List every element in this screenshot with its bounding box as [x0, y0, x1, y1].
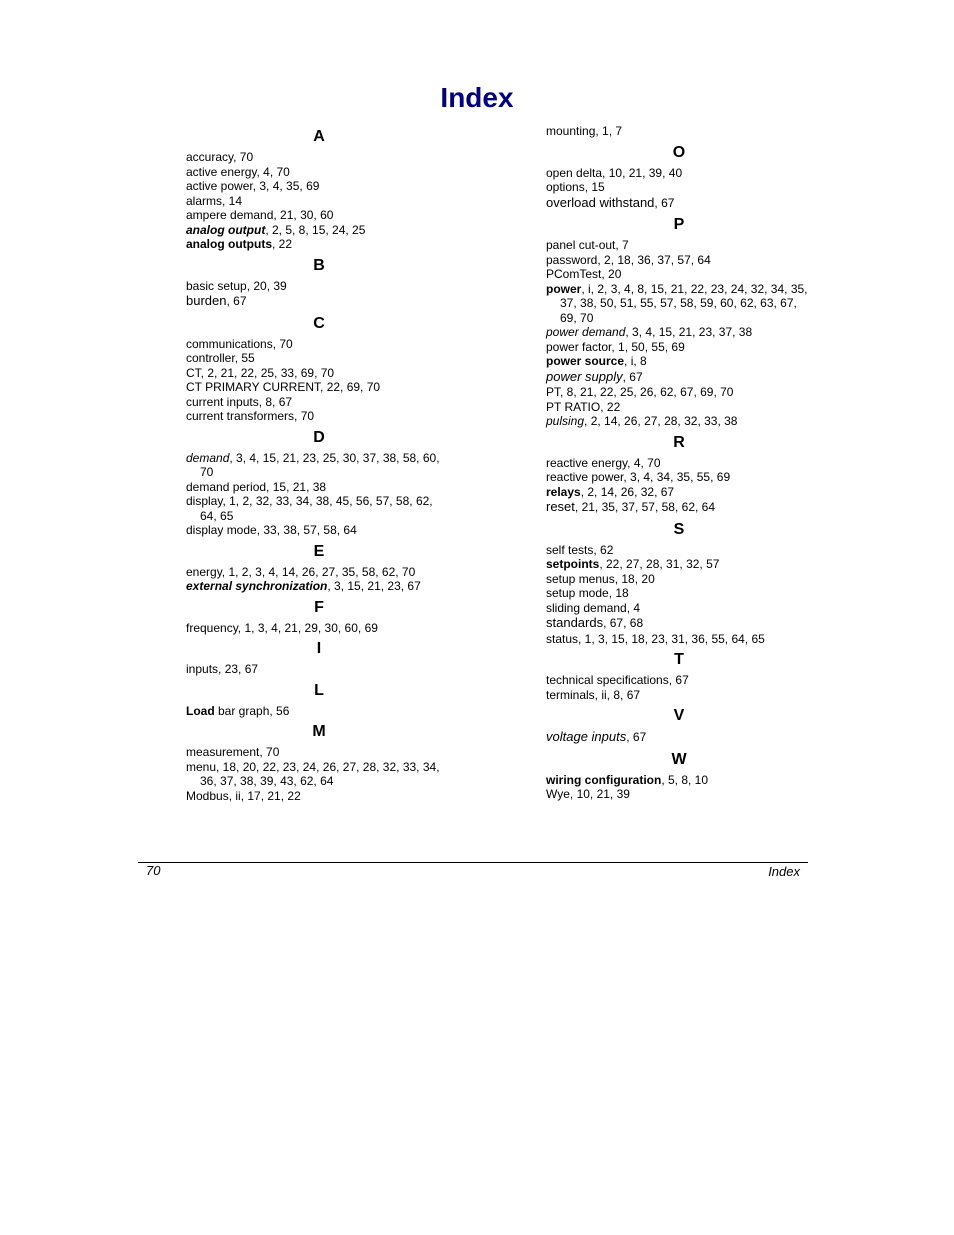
index-term: self tests, 62: [546, 542, 614, 557]
index-term: power source: [546, 354, 625, 368]
index-entry-analog-outputs: [186, 237, 452, 252]
index-letter-heading: D: [313, 428, 325, 446]
index-term: relays: [546, 484, 581, 499]
index-term: current transformers, 70: [186, 409, 315, 423]
index-pages: , 67, 68: [603, 616, 644, 630]
index-entry-technical-specifications-67: [546, 673, 812, 688]
index-entry-current-transformers-70: [186, 409, 452, 424]
index-entry-current-inputs-8-67: [186, 395, 452, 410]
index-entry-external-synchronization: [186, 579, 452, 594]
index-letter-heading: B: [313, 256, 325, 274]
index-term: mounting, 1, 7: [546, 124, 623, 138]
index-pages: , 3, 15, 21, 23, 67: [327, 579, 421, 593]
index-entry-power: [546, 282, 812, 326]
index-term: controller, 55: [186, 351, 255, 365]
index-entry-power-factor-1-50-55-69: [546, 340, 812, 355]
index-term: password, 2, 18, 36, 37, 57, 64: [546, 252, 711, 267]
index-pages: , 2, 14, 26, 27, 28, 32, 33, 38: [584, 414, 738, 428]
index-term: wiring configuration: [546, 772, 662, 787]
index-entry-active-power-3-4-35-69: [186, 179, 452, 194]
index-entry-demand: [186, 451, 452, 480]
index-letter-heading: S: [673, 520, 685, 538]
index-letter-heading: W: [671, 750, 687, 768]
index-term: inputs, 23, 67: [186, 662, 259, 676]
index-entry-demand-period-15-21-38: [186, 480, 452, 495]
index-entry-panel-cut-out-7: [546, 238, 812, 253]
index-entry-load: [186, 704, 452, 719]
index-pages: , 67: [226, 294, 247, 308]
index-pages: , 22: [272, 237, 293, 251]
index-pages: , i, 8: [624, 354, 647, 368]
index-pages: , 2, 14, 26, 32, 67: [580, 484, 675, 499]
index-entry-options-15: [546, 180, 812, 195]
index-entry-analog-output: [186, 223, 452, 238]
index-term: demand period, 15, 21, 38: [186, 479, 327, 494]
index-entry-alarms-14: [186, 194, 452, 209]
index-term: analog outputs: [186, 237, 272, 251]
index-term: technical specifications, 67: [546, 673, 689, 687]
index-term: open delta, 10, 21, 39, 40: [546, 165, 683, 180]
index-pages: , 67: [622, 369, 643, 384]
index-term: alarms, 14: [186, 193, 243, 208]
index-pages: , 67: [626, 730, 647, 744]
index-entry-wye-10-21-39: [546, 787, 812, 802]
index-term: panel cut-out, 7: [546, 238, 629, 252]
index-column-right: [546, 124, 812, 802]
index-term: Wye, 10, 21, 39: [546, 787, 630, 801]
index-term: PComTest, 20: [546, 267, 622, 281]
index-term: voltage inputs: [546, 729, 627, 744]
index-entry-power-source: [546, 354, 812, 369]
index-letter-heading: P: [673, 216, 685, 233]
index-term: CT, 2, 21, 22, 25, 33, 69, 70: [186, 365, 335, 380]
index-entry-energy-1-2-3-4-14-26-27-35-58-62-70: [186, 565, 452, 580]
index-term: status, 1, 3, 15, 18, 23, 31, 36, 55, 64, 65: [546, 631, 765, 646]
index-letter-heading: F: [314, 598, 324, 616]
index-term: energy, 1, 2, 3, 4, 14, 26, 27, 35, 58, 62, 70: [186, 564, 416, 579]
index-term: analog output: [186, 222, 266, 237]
index-entry-pulsing: [546, 414, 812, 429]
index-term: external synchronization: [186, 579, 328, 593]
index-entry-standards: [546, 615, 812, 632]
index-entry-voltage-inputs: [546, 729, 812, 746]
index-term: pulsing: [546, 414, 585, 428]
index-entry-controller-55: [186, 351, 452, 366]
index-entry-overload-withstand: [546, 195, 812, 212]
index-pages: , 22, 27, 28, 31, 32, 57: [599, 557, 720, 571]
index-term: display mode, 33, 38, 57, 58, 64: [186, 523, 357, 537]
index-term: setup mode, 18: [546, 586, 629, 600]
index-pages: , 2, 5, 8, 15, 24, 25: [265, 222, 366, 237]
page-title: Index: [440, 82, 514, 113]
index-entry-terminals-ii-8-67: [546, 688, 812, 703]
index-entry-wiring-configuration: [546, 773, 812, 788]
index-entry-power-demand: [546, 325, 812, 340]
index-entry-reactive-power-3-4-34-35-55-69: [546, 470, 812, 485]
index-term: communications, 70: [186, 336, 293, 351]
index-term: Load: [186, 703, 215, 718]
index-term: options, 15: [546, 180, 605, 194]
index-term: Modbus, ii, 17, 21, 22: [186, 788, 301, 803]
index-term: current inputs, 8, 67: [186, 394, 293, 409]
index-letter-heading: T: [674, 651, 684, 668]
index-term: accuracy, 70: [186, 150, 254, 164]
index-entry-ct-2-21-22-25-33-69-70: [186, 366, 452, 381]
index-letter-heading: C: [313, 314, 325, 332]
index-pages: , 3, 4, 15, 21, 23, 37, 38: [625, 325, 753, 339]
index-entry-burden: [186, 293, 452, 310]
index-entry-basic-setup-20-39: [186, 279, 452, 294]
index-pages: bar graph, 56: [214, 703, 290, 718]
index-term: setup menus, 18, 20: [546, 571, 655, 586]
index-term: measurement, 70: [186, 745, 280, 759]
index-pages: , 67: [654, 195, 675, 210]
index-entry-inputs-23-67: [186, 662, 452, 677]
index-entry-communications-70: [186, 337, 452, 352]
index-term: active energy, 4, 70: [186, 164, 290, 179]
index-term: menu, 18, 20, 22, 23, 24, 26, 27, 28, 32, 33, 34, 36, 37, 38, 39, 43, 62, 64: [186, 759, 440, 788]
index-term: standards: [546, 615, 604, 630]
index-pages: , 21, 35, 37, 57, 58, 62, 64: [574, 500, 716, 514]
index-term: reset: [546, 499, 575, 514]
index-entry-status-1-3-15-18-23-31-36-55-64-65: [546, 632, 812, 647]
index-entry-relays: [546, 485, 812, 500]
index-term: display, 1, 2, 32, 33, 34, 38, 45, 56, 57, 58, 62, 64, 65: [186, 494, 433, 523]
index-entry-password-2-18-36-37-57-64: [546, 253, 812, 268]
index-entry-frequency-1-3-4-21-29-30-60-69: [186, 621, 452, 636]
index-entry-reactive-energy-4-70: [546, 456, 812, 471]
index-entry-self-tests-62: [546, 543, 812, 558]
footer-page-number: 70: [146, 863, 161, 878]
index-term: PT RATIO, 22: [546, 399, 621, 414]
index-entry-setup-mode-18: [546, 586, 812, 601]
index-letter-heading: L: [314, 681, 324, 699]
index-letter-heading: R: [673, 433, 685, 451]
index-term: power supply: [546, 368, 623, 384]
index-entry-setpoints: [546, 557, 812, 572]
index-term: power: [546, 281, 582, 296]
index-entry-accuracy-70: [186, 150, 452, 165]
index-pages: , 3, 4, 15, 21, 23, 25, 30, 37, 38, 58, 60, 70: [200, 450, 440, 479]
index-term: basic setup, 20, 39: [186, 278, 287, 293]
index-term: sliding demand, 4: [546, 600, 641, 615]
index-term: power factor, 1, 50, 55, 69: [546, 339, 685, 354]
index-term: reactive energy, 4, 70: [546, 455, 661, 470]
footer-section-title: Index: [768, 864, 800, 879]
index-pages: , 5, 8, 10: [661, 772, 709, 787]
index-entry-menu-18-20-22-23-24-26-27-28-32-33-34-36: [186, 760, 452, 789]
index-term: terminals, ii, 8, 67: [546, 687, 641, 702]
index-entry-display-1-2-32-33-34-38-45-56-57-58-62-6: [186, 494, 452, 523]
index-column-left: [186, 124, 452, 803]
index-entry-modbus-ii-17-21-22: [186, 789, 452, 804]
index-term: setpoints: [546, 557, 600, 571]
index-letter-heading: A: [313, 128, 325, 145]
index-term: active power, 3, 4, 35, 69: [186, 179, 320, 193]
index-letter-heading: E: [313, 542, 325, 560]
index-entry-ampere-demand-21-30-60: [186, 208, 452, 223]
footer-divider: [138, 862, 808, 863]
index-letter-heading: I: [316, 640, 322, 657]
index-entry-mounting-1-7: [546, 124, 812, 139]
index-term: power demand: [546, 325, 626, 339]
index-entry-active-energy-4-70: [186, 165, 452, 180]
index-entry-sliding-demand-4: [546, 601, 812, 616]
index-entry-open-delta-10-21-39-40: [546, 166, 812, 181]
index-entry-measurement-70: [186, 745, 452, 760]
index-entry-pt-8-21-22-25-26-62-67-69-70: [546, 385, 812, 400]
index-entry-pcomtest-20: [546, 267, 812, 282]
index-term: CT PRIMARY CURRENT, 22, 69, 70: [186, 380, 381, 394]
index-entry-display-mode-33-38-57-58-64: [186, 523, 452, 538]
index-entry-setup-menus-18-20: [546, 572, 812, 587]
index-term: reactive power, 3, 4, 34, 35, 55, 69: [546, 470, 731, 484]
index-term: PT, 8, 21, 22, 25, 26, 62, 67, 69, 70: [546, 385, 734, 399]
index-term: ampere demand, 21, 30, 60: [186, 208, 334, 222]
index-term: burden: [186, 293, 227, 308]
index-pages: , i, 2, 3, 4, 8, 15, 21, 22, 23, 24, 32, 34, 35, 37, 38, 50, 51, 55, 57, 58, 59, 60, 62, 63, 67, 69, 70: [560, 281, 808, 325]
index-entry-pt-ratio-22: [546, 400, 812, 415]
index-term: frequency, 1, 3, 4, 21, 29, 30, 60, 69: [186, 620, 378, 635]
index-term: demand: [186, 450, 230, 465]
index-entry-power-supply: [546, 369, 812, 386]
index-letter-heading: O: [672, 143, 686, 161]
index-entry-reset: [546, 499, 812, 516]
index-letter-heading: V: [673, 707, 685, 724]
index-term: overload withstand: [546, 194, 655, 210]
index-letter-heading: M: [312, 723, 326, 740]
index-entry-ct-primary-current-22-69-70: [186, 380, 452, 395]
